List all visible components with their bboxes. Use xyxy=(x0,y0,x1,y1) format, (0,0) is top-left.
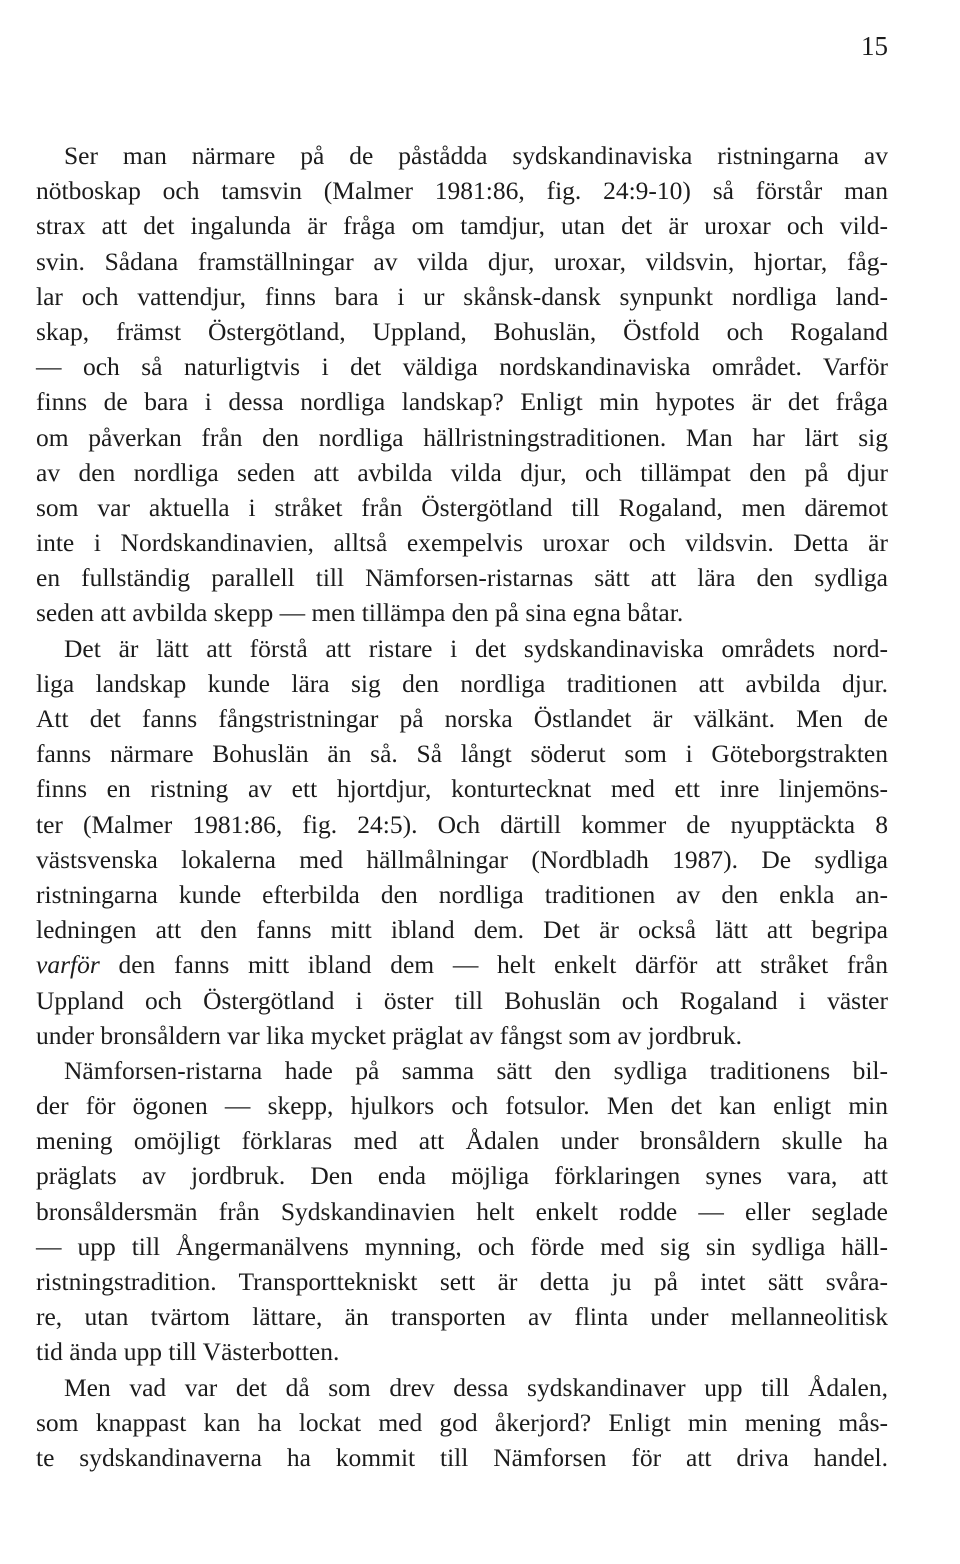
text-line: ledningen att den fanns mitt ibland dem. Det är också lätt att begripa xyxy=(36,915,888,945)
text-line: finns de bara i dessa nordliga landskap? Enligt min hypotes är det fråga xyxy=(36,387,888,417)
text-line: av den nordliga seden att avbilda vilda djur, och tillämpat den på djur xyxy=(36,457,888,487)
text-line: ter (Malmer 1981:86, fig. 24:5). Och därtill kommer de nyupptäckta 8 xyxy=(36,809,888,839)
text-line: ristningstradition. Transporttekniskt sett är detta ju på intet sätt svåra- xyxy=(36,1267,888,1296)
text-line: — upp till Ångermanälvens mynning, och förde med sig sin sydliga häll- xyxy=(36,1231,888,1261)
page-number: 15 xyxy=(861,31,888,61)
text-line: svin. Sådana framställningar av vilda djur, uroxar, vildsvin, hjortar, fåg- xyxy=(36,246,888,276)
text-line: bronsåldersmän från Sydskandinavien helt enkelt rodde — eller seglade xyxy=(36,1196,888,1226)
text-line: — och så naturligtvis i det väldiga nordskandinaviska området. Varför xyxy=(36,352,888,382)
italic-word: varför xyxy=(36,950,100,980)
text-line: en fullständig parallell till Nämforsen-ristarnas sätt att lära den sydliga xyxy=(36,563,888,593)
text-line: präglats av jordbruk. Den enda möjliga förklaringen synes vara, att xyxy=(36,1161,888,1191)
text-line: re, utan tvärtom lättare, än transporten av flinta under mellanneolitisk xyxy=(36,1302,888,1332)
body-text xyxy=(36,138,888,1475)
text-line: seden att avbilda skepp — men tillämpa den på sina egna båtar. xyxy=(36,598,684,628)
text-line: mening omöjligt förklaras med att Ådalen under bronsåldern skulle ha xyxy=(36,1126,888,1156)
text-line: under bronsåldern var lika mycket präglat av fångst som av jordbruk. xyxy=(36,1020,742,1050)
text-line: inte i Nordskandinavien, alltså exempelvis uroxar och vildsvin. Detta är xyxy=(36,528,888,558)
text-line: Ser man närmare på de påstådda sydskandinaviska ristningarna av xyxy=(64,141,888,170)
text-line: strax att det ingalunda är fråga om tamdjur, utan det är uroxar och vild- xyxy=(36,211,888,241)
text-line: Att det fanns fångstristningar på norska Östlandet är välkänt. Men de xyxy=(36,704,888,733)
text-line: nötboskap och tamsvin (Malmer 1981:86, fig. 24:9-10) så förstår man xyxy=(36,176,888,206)
text-line: Uppland och Östergötland i öster till Bohuslän och Rogaland i väster xyxy=(36,985,888,1015)
text-line: tid ända upp till Västerbotten. xyxy=(36,1337,340,1367)
text-line: liga landskap kunde lära sig den nordliga traditionen att avbilda djur. xyxy=(36,668,888,698)
text-line: te sydskandinaverna ha kommit till Nämforsen för att driva handel. xyxy=(36,1442,888,1472)
text-line: skap, främst Östergötland, Uppland, Bohuslän, Östfold och Rogaland xyxy=(36,316,888,346)
text-line: der för ögonen — skepp, hjulkors och fotsulor. Men det kan enligt min xyxy=(36,1091,888,1121)
text-line: om påverkan från den nordliga hällristningstraditionen. Man har lärt sig xyxy=(36,422,888,452)
text-line: Men vad var det då som drev dessa sydskandinaver upp till Ådalen, xyxy=(64,1372,888,1402)
text-line: finns en ristning av ett hjortdjur, konturtecknat med ett inre linjemöns- xyxy=(36,774,888,804)
text-line: fanns närmare Bohuslän än så. Så långt söderut som i Göteborgstrakten xyxy=(36,739,888,769)
text-line: Det är lätt att förstå att ristare i det sydskandinaviska områdets nord- xyxy=(64,633,888,663)
text-line: som var aktuella i stråket från Östergötland till Rogaland, men däremot xyxy=(36,492,888,522)
text-line: ristningarna kunde efterbilda den nordliga traditionen av den enkla an- xyxy=(36,879,888,909)
text-line: västsvenska lokalerna med hällmålningar (Nordbladh 1987). De sydliga xyxy=(36,844,888,874)
text-line: Nämforsen-ristarna hade på samma sätt den sydliga traditionens bil- xyxy=(64,1055,888,1085)
text-line: lar och vattendjur, finns bara i ur skånsk-dansk synpunkt nordliga land- xyxy=(36,281,888,311)
line-text: den fanns mitt ibland dem — helt enkelt därför att stråket från xyxy=(99,950,888,980)
text-line xyxy=(36,947,888,982)
text-line: som knappast kan ha lockat med god åkerjord? Enligt min mening mås- xyxy=(36,1407,888,1437)
